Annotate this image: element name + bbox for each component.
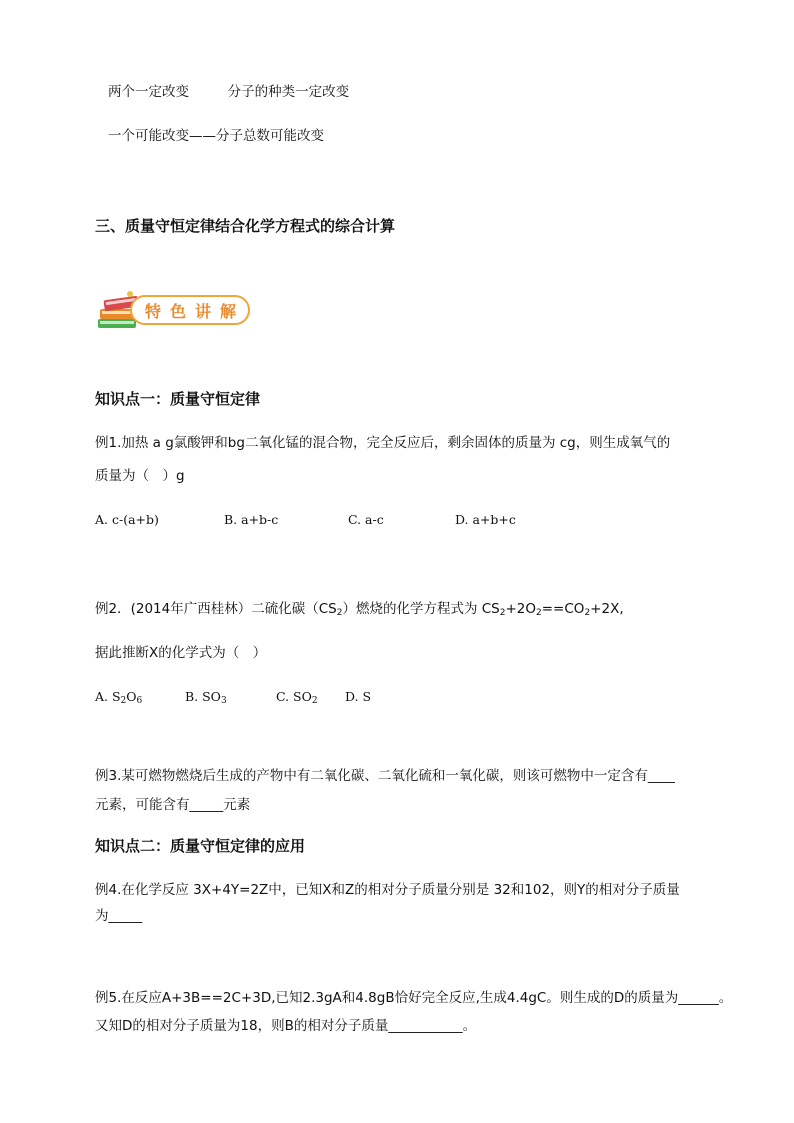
ex2-line1-part4: ==CO	[541, 601, 585, 617]
ex2-option-c-text: C. SO	[275, 689, 312, 704]
ex2-option-b	[185, 687, 272, 711]
ex4-line-2: 为_____	[95, 908, 143, 924]
ex2-option-a-sub1: 2	[120, 696, 127, 706]
ex2-sub: 2	[536, 608, 542, 618]
ex2-line1-part5: +2X,	[590, 601, 624, 617]
ex2-line1-part1: 例2．(2014年广西桂林）二硫化碳（CS	[95, 601, 337, 617]
ex1-option-d: D. a+b+c	[454, 512, 516, 527]
ex2-option-c-sub: 2	[311, 696, 318, 706]
ex2-line1-part3: +2O	[505, 601, 537, 617]
ex1-line-1: 例1.加热 a g氯酸钾和bg二氧化锰的混合物，完全反应后，剩余固体的质量为 cg，则生成氧气的	[95, 435, 671, 451]
intro-line-1	[108, 82, 349, 102]
ex2-option-a-mid: O	[126, 689, 137, 704]
kp1-title: 知识点一：质量守恒定律	[95, 390, 261, 408]
ex5-line-1: 例5.在反应A+3B==2C+3D,已知2.3gA和4.8gB恰好完全反应,生成4.4gC。则生成的D的质量为______。	[95, 990, 733, 1006]
ex2-option-a	[95, 687, 181, 711]
ex3-line-1: 例3.某可燃物燃烧后生成的产物中有二氧化碳、二氧化硫和一氧化碳，则该可燃物中一定含有____	[95, 768, 675, 784]
ex1-option-b: B. a+b-c	[223, 512, 279, 527]
ex1-options	[95, 510, 516, 530]
intro-line-1b: 分子的种类一定改变	[227, 84, 350, 100]
ex2-sub: 2	[499, 608, 506, 618]
intro-line-2: 一个可能改变——分子总数可能改变	[108, 128, 324, 144]
ex3-line-2: 元素，可能含有_____元素	[95, 797, 251, 813]
ex2-option-b-text: B. SO	[184, 689, 221, 704]
ex2-options	[95, 687, 371, 711]
ex2-option-c	[276, 687, 341, 711]
intro-line-1a: 两个一定改变	[108, 84, 189, 100]
ex4-line-1: 例4.在化学反应 3X+4Y=2Z中，已知X和Z的相对分子质量分别是 32和102，则Y的相对分子质量	[95, 882, 680, 898]
ex2-option-d: D. S	[344, 689, 372, 704]
ex2-sub: 2	[336, 608, 343, 618]
ex2-sub: 2	[584, 608, 591, 618]
feature-banner	[96, 289, 256, 334]
section-title: 三、质量守恒定律结合化学方程式的综合计算	[95, 217, 396, 235]
kp2-title: 知识点二：质量守恒定律的应用	[95, 837, 306, 855]
ex2-option-a-sub2: 6	[136, 696, 143, 706]
ex2-line-2: 据此推断X的化学式为（ ）	[95, 645, 267, 661]
ex2-option-b-sub: 3	[220, 696, 227, 706]
ex2-line-1	[95, 599, 624, 623]
ex5-line-2: 又知D的相对分子质量为18，则B的相对分子质量___________。	[95, 1018, 477, 1034]
ex1-line-2: 质量为（ ）g	[95, 468, 185, 484]
ex1-option-a: A. c-(a+b)	[95, 512, 159, 527]
ex2-line1-part2: ）燃烧的化学方程式为 CS	[342, 601, 500, 617]
banner-label: 特色讲解	[130, 295, 250, 325]
ex1-option-c: C. a-c	[347, 512, 384, 527]
ex2-option-a-text: A. S	[95, 689, 121, 704]
